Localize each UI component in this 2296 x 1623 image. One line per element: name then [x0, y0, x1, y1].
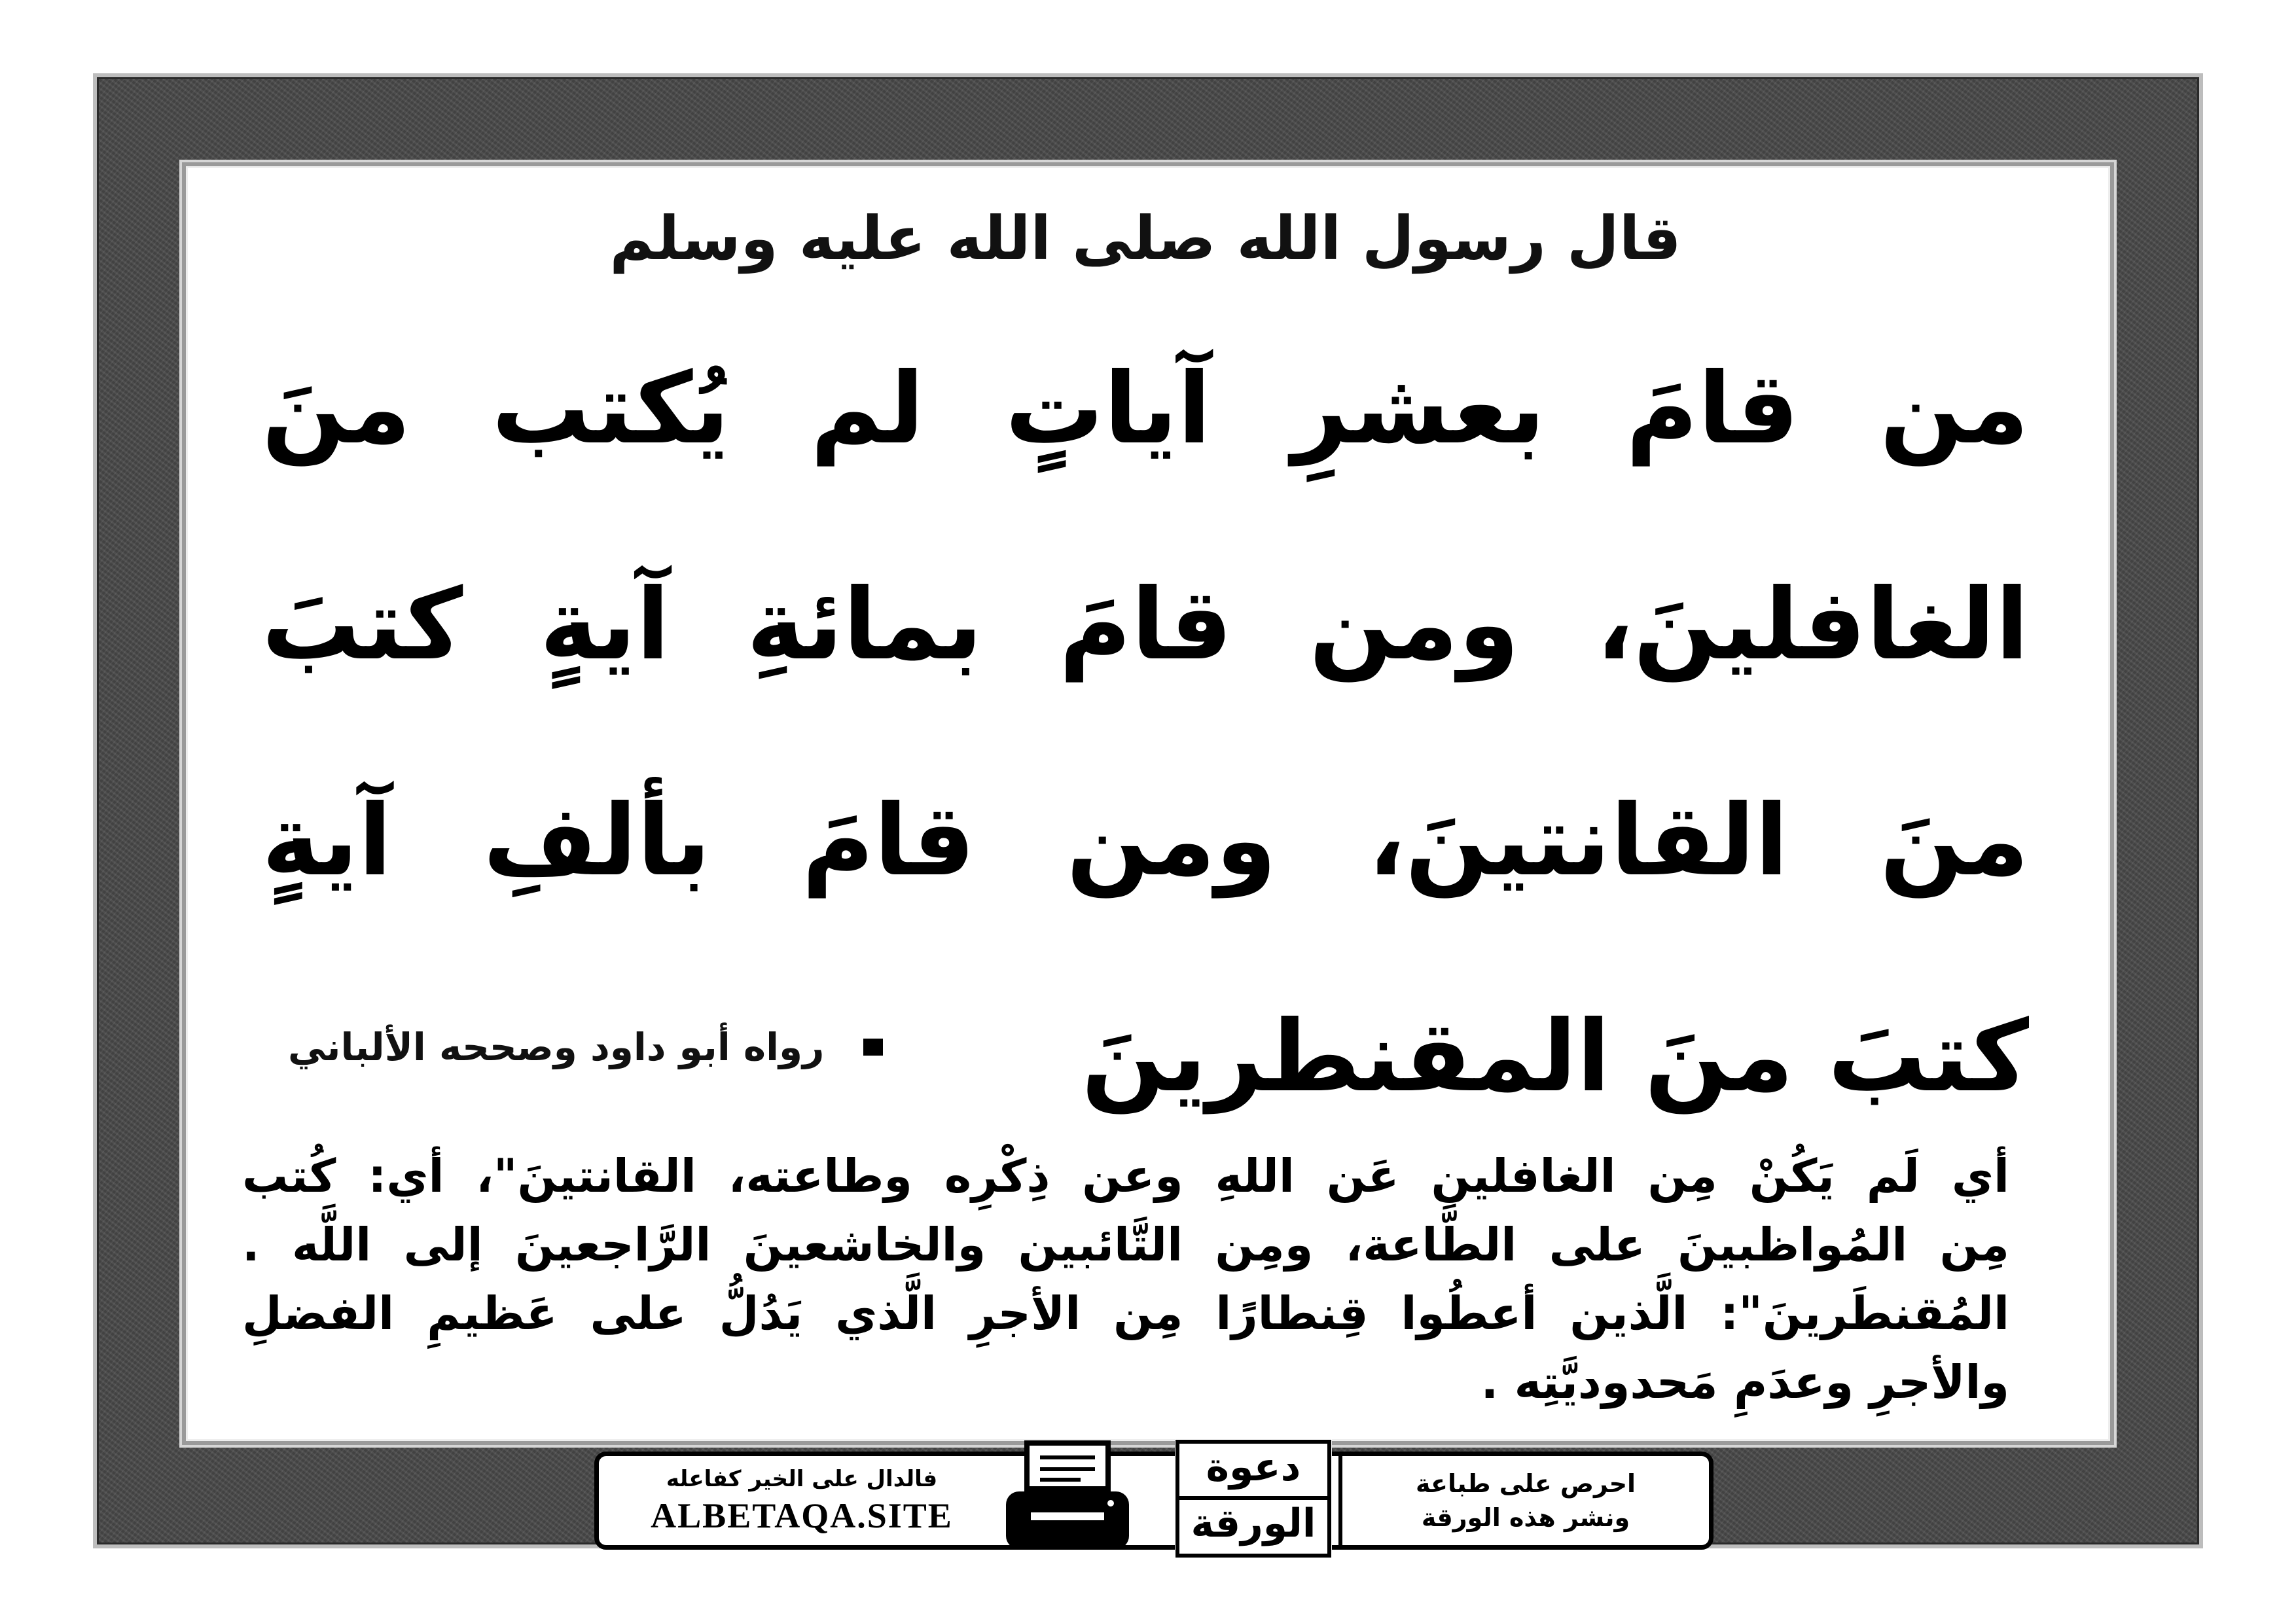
attribution-heading: قال رسول الله صلى الله عليه وسلم	[609, 204, 1681, 274]
footer-site-link[interactable]: ALBETAQA.SITE	[651, 1496, 953, 1535]
footer-site-block	[599, 1456, 1005, 1545]
footer-tagline: فالدال على الخير كفاعله	[666, 1466, 938, 1492]
logo-text: دعوة الورقة	[1191, 1444, 1316, 1546]
source-text: رواه أبو داود وصححه الألباني	[288, 1025, 825, 1069]
bullet-icon	[863, 1039, 883, 1056]
commentary-line: المُقنطَرينَ": الَّذين أعطُوا قِنطارًا مِن الأجرِ الَّذي يَدُلُّ على عَظيمِ الفضلِ	[242, 1287, 2009, 1340]
hadith-line: منَ القانتينَ، ومن قامَ بألفِ آيةٍ	[262, 784, 2029, 898]
hadith-line: الغافلينَ، ومن قامَ بمائةِ آيةٍ كتبَ	[262, 568, 2029, 682]
footer-note-line: ونشر هذه الورقة	[1421, 1503, 1630, 1532]
commentary-line: أي لَم يَكُنْ مِن الغافلين عَن اللهِ وعن ذِكْرِه وطاعته، القانتينَ"، أي: كُتب	[242, 1149, 2009, 1203]
commentary-text	[242, 1142, 2009, 1417]
source-citation	[288, 1018, 1073, 1077]
logo	[1175, 1439, 1332, 1558]
printer-icon	[1002, 1440, 1133, 1556]
footer-note-line: احرص على طباعة	[1415, 1469, 1636, 1498]
footer-banner	[594, 1444, 1713, 1550]
footer-note	[1338, 1456, 1709, 1545]
hadith-line: كتبَ منَ المقنطرينَ	[1081, 1000, 2029, 1114]
hadith-line: من قامَ بعشرِ آياتٍ لم يُكتب منَ	[262, 352, 2029, 466]
commentary-line: مِن المُواظبينَ على الطَّاعة، ومِن التَّائبين والخاشعينَ الرَّاجعينَ إلى اللَّه .	[242, 1218, 2009, 1272]
commentary-line: والأجرِ وعدَمِ مَحدوديَّتِه .	[1480, 1355, 2009, 1409]
